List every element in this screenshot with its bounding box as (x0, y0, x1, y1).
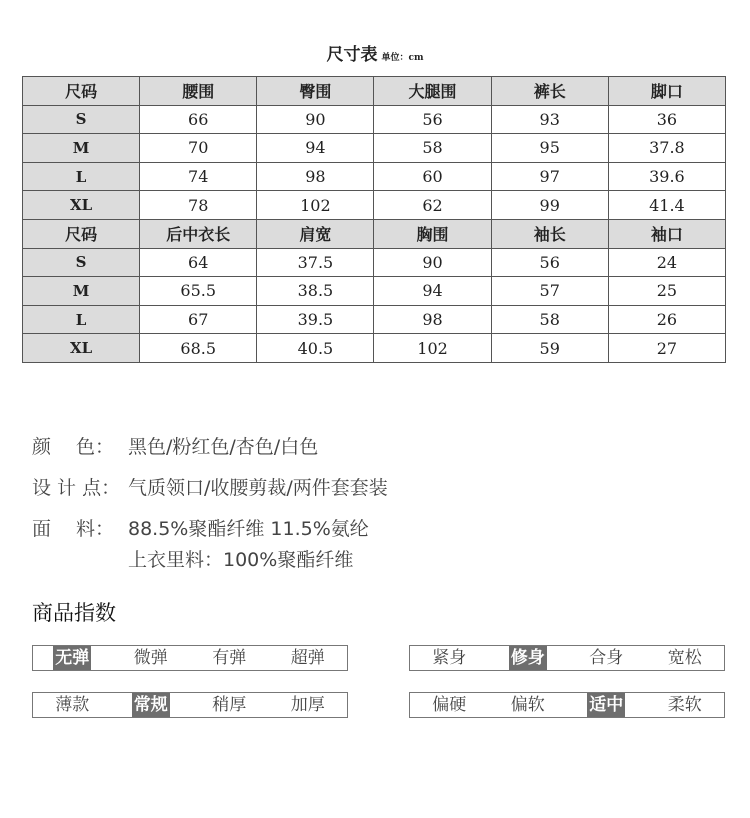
measurement-cell: 90 (374, 248, 491, 277)
thickness-option-label: 常规 (133, 695, 168, 715)
spec-lining: 上衣里料：100%聚酯纤维 (128, 549, 354, 571)
size-label-cell: XL (23, 191, 140, 220)
fit-option (646, 646, 725, 670)
measurement-cell: 26 (608, 305, 725, 334)
softness-option (489, 693, 568, 717)
thickness-option (112, 693, 191, 717)
table-header-row (23, 219, 726, 248)
measurement-cell: 24 (608, 248, 725, 277)
elasticity-option-label: 无弹 (55, 648, 90, 668)
measurement-cell: 62 (374, 191, 491, 220)
product-index-title: 商品指数 (32, 601, 116, 625)
measurement-cell: 27 (608, 334, 725, 363)
measurement-cell: 58 (491, 305, 608, 334)
fit-option-label: 合身 (589, 648, 624, 668)
measurement-cell: 39.5 (257, 305, 374, 334)
measurement-cell: 40.5 (257, 334, 374, 363)
measurement-cell: 65.5 (140, 277, 257, 306)
elasticity-option-label: 有弹 (212, 648, 247, 668)
thickness-option (269, 693, 348, 717)
size-label-cell: S (23, 248, 140, 277)
measurement-cell: 102 (257, 191, 374, 220)
measurement-cell: 78 (140, 191, 257, 220)
measurement-cell: 59 (491, 334, 608, 363)
measurement-cell: 67 (140, 305, 257, 334)
measurement-cell: 98 (257, 162, 374, 191)
elasticity-option (190, 646, 269, 670)
table-row (23, 334, 726, 363)
size-table (22, 76, 726, 363)
measurement-cell: 57 (491, 277, 608, 306)
fit-option-label: 宽松 (667, 648, 702, 668)
measurement-cell: 56 (491, 248, 608, 277)
measurement-cell: 37.8 (608, 134, 725, 163)
measurement-cell: 98 (374, 305, 491, 334)
softness-option-label: 偏硬 (432, 695, 467, 715)
size-label-cell: XL (23, 334, 140, 363)
spec-color-label: 颜 色： (32, 436, 115, 458)
table-row (23, 105, 726, 134)
column-header: 尺码 (23, 77, 140, 106)
size-label-cell: M (23, 134, 140, 163)
spec-fabric-value: 88.5%聚酯纤维 11.5%氨纶 (128, 518, 369, 540)
spec-design-value: 气质领口/收腰剪裁/两件套套装 (128, 477, 388, 499)
elasticity-option-label: 微弹 (133, 648, 168, 668)
column-header: 脚口 (608, 77, 725, 106)
size-chart-title: 尺寸表 (326, 45, 378, 65)
measurement-cell: 99 (491, 191, 608, 220)
measurement-cell: 41.4 (608, 191, 725, 220)
column-header: 腰围 (140, 77, 257, 106)
measurement-cell: 102 (374, 334, 491, 363)
thickness-option-label: 薄款 (55, 695, 90, 715)
spec-color-value: 黑色/粉红色/杏色/白色 (128, 436, 319, 458)
softness-option-label: 柔软 (667, 695, 702, 715)
measurement-cell: 94 (257, 134, 374, 163)
measurement-cell: 95 (491, 134, 608, 163)
fit-option-label: 修身 (510, 648, 545, 668)
table-row (23, 134, 726, 163)
fit-option (489, 646, 568, 670)
column-header: 后中衣长 (140, 219, 257, 248)
measurement-cell: 38.5 (257, 277, 374, 306)
thickness-scale (32, 692, 348, 718)
elasticity-option-label: 超弹 (290, 648, 325, 668)
table-row (23, 191, 726, 220)
softness-option-label: 适中 (589, 695, 624, 715)
spec-fabric (32, 514, 369, 541)
column-header: 大腿围 (374, 77, 491, 106)
softness-option (567, 693, 646, 717)
fit-option-label: 紧身 (432, 648, 467, 668)
column-header: 袖口 (608, 219, 725, 248)
table-row (23, 305, 726, 334)
measurement-cell: 66 (140, 105, 257, 134)
fit-option (410, 646, 489, 670)
thickness-option (33, 693, 112, 717)
softness-option (646, 693, 725, 717)
size-label-cell: L (23, 162, 140, 191)
thickness-option-label: 稍厚 (212, 695, 247, 715)
unit-label: 单位：cm (381, 53, 424, 63)
column-header: 肩宽 (257, 219, 374, 248)
measurement-cell: 94 (374, 277, 491, 306)
spec-color (32, 432, 318, 459)
spec-design-label: 设 计 点： (32, 477, 121, 499)
measurement-cell: 90 (257, 105, 374, 134)
softness-option (410, 693, 489, 717)
fit-option (567, 646, 646, 670)
measurement-cell: 60 (374, 162, 491, 191)
elasticity-option (269, 646, 348, 670)
column-header: 尺码 (23, 219, 140, 248)
column-header: 袖长 (491, 219, 608, 248)
fit-scale (409, 645, 725, 671)
measurement-cell: 70 (140, 134, 257, 163)
measurement-cell: 97 (491, 162, 608, 191)
column-header: 裤长 (491, 77, 608, 106)
softness-scale (409, 692, 725, 718)
spec-design (32, 473, 388, 500)
title-row (0, 40, 750, 65)
measurement-cell: 93 (491, 105, 608, 134)
table-row (23, 162, 726, 191)
measurement-cell: 64 (140, 248, 257, 277)
measurement-cell: 25 (608, 277, 725, 306)
measurement-cell: 56 (374, 105, 491, 134)
spec-fabric-label: 面 料： (32, 518, 115, 540)
measurement-cell: 74 (140, 162, 257, 191)
table-row (23, 277, 726, 306)
measurement-cell: 58 (374, 134, 491, 163)
measurement-cell: 39.6 (608, 162, 725, 191)
elasticity-option (33, 646, 112, 670)
size-label-cell: S (23, 105, 140, 134)
column-header: 臀围 (257, 77, 374, 106)
softness-option-label: 偏软 (510, 695, 545, 715)
table-row (23, 248, 726, 277)
thickness-option-label: 加厚 (290, 695, 325, 715)
measurement-cell: 68.5 (140, 334, 257, 363)
measurement-cell: 36 (608, 105, 725, 134)
size-label-cell: M (23, 277, 140, 306)
elasticity-scale (32, 645, 348, 671)
column-header: 胸围 (374, 219, 491, 248)
thickness-option (190, 693, 269, 717)
elasticity-option (112, 646, 191, 670)
measurement-cell: 37.5 (257, 248, 374, 277)
table-header-row (23, 77, 726, 106)
size-label-cell: L (23, 305, 140, 334)
